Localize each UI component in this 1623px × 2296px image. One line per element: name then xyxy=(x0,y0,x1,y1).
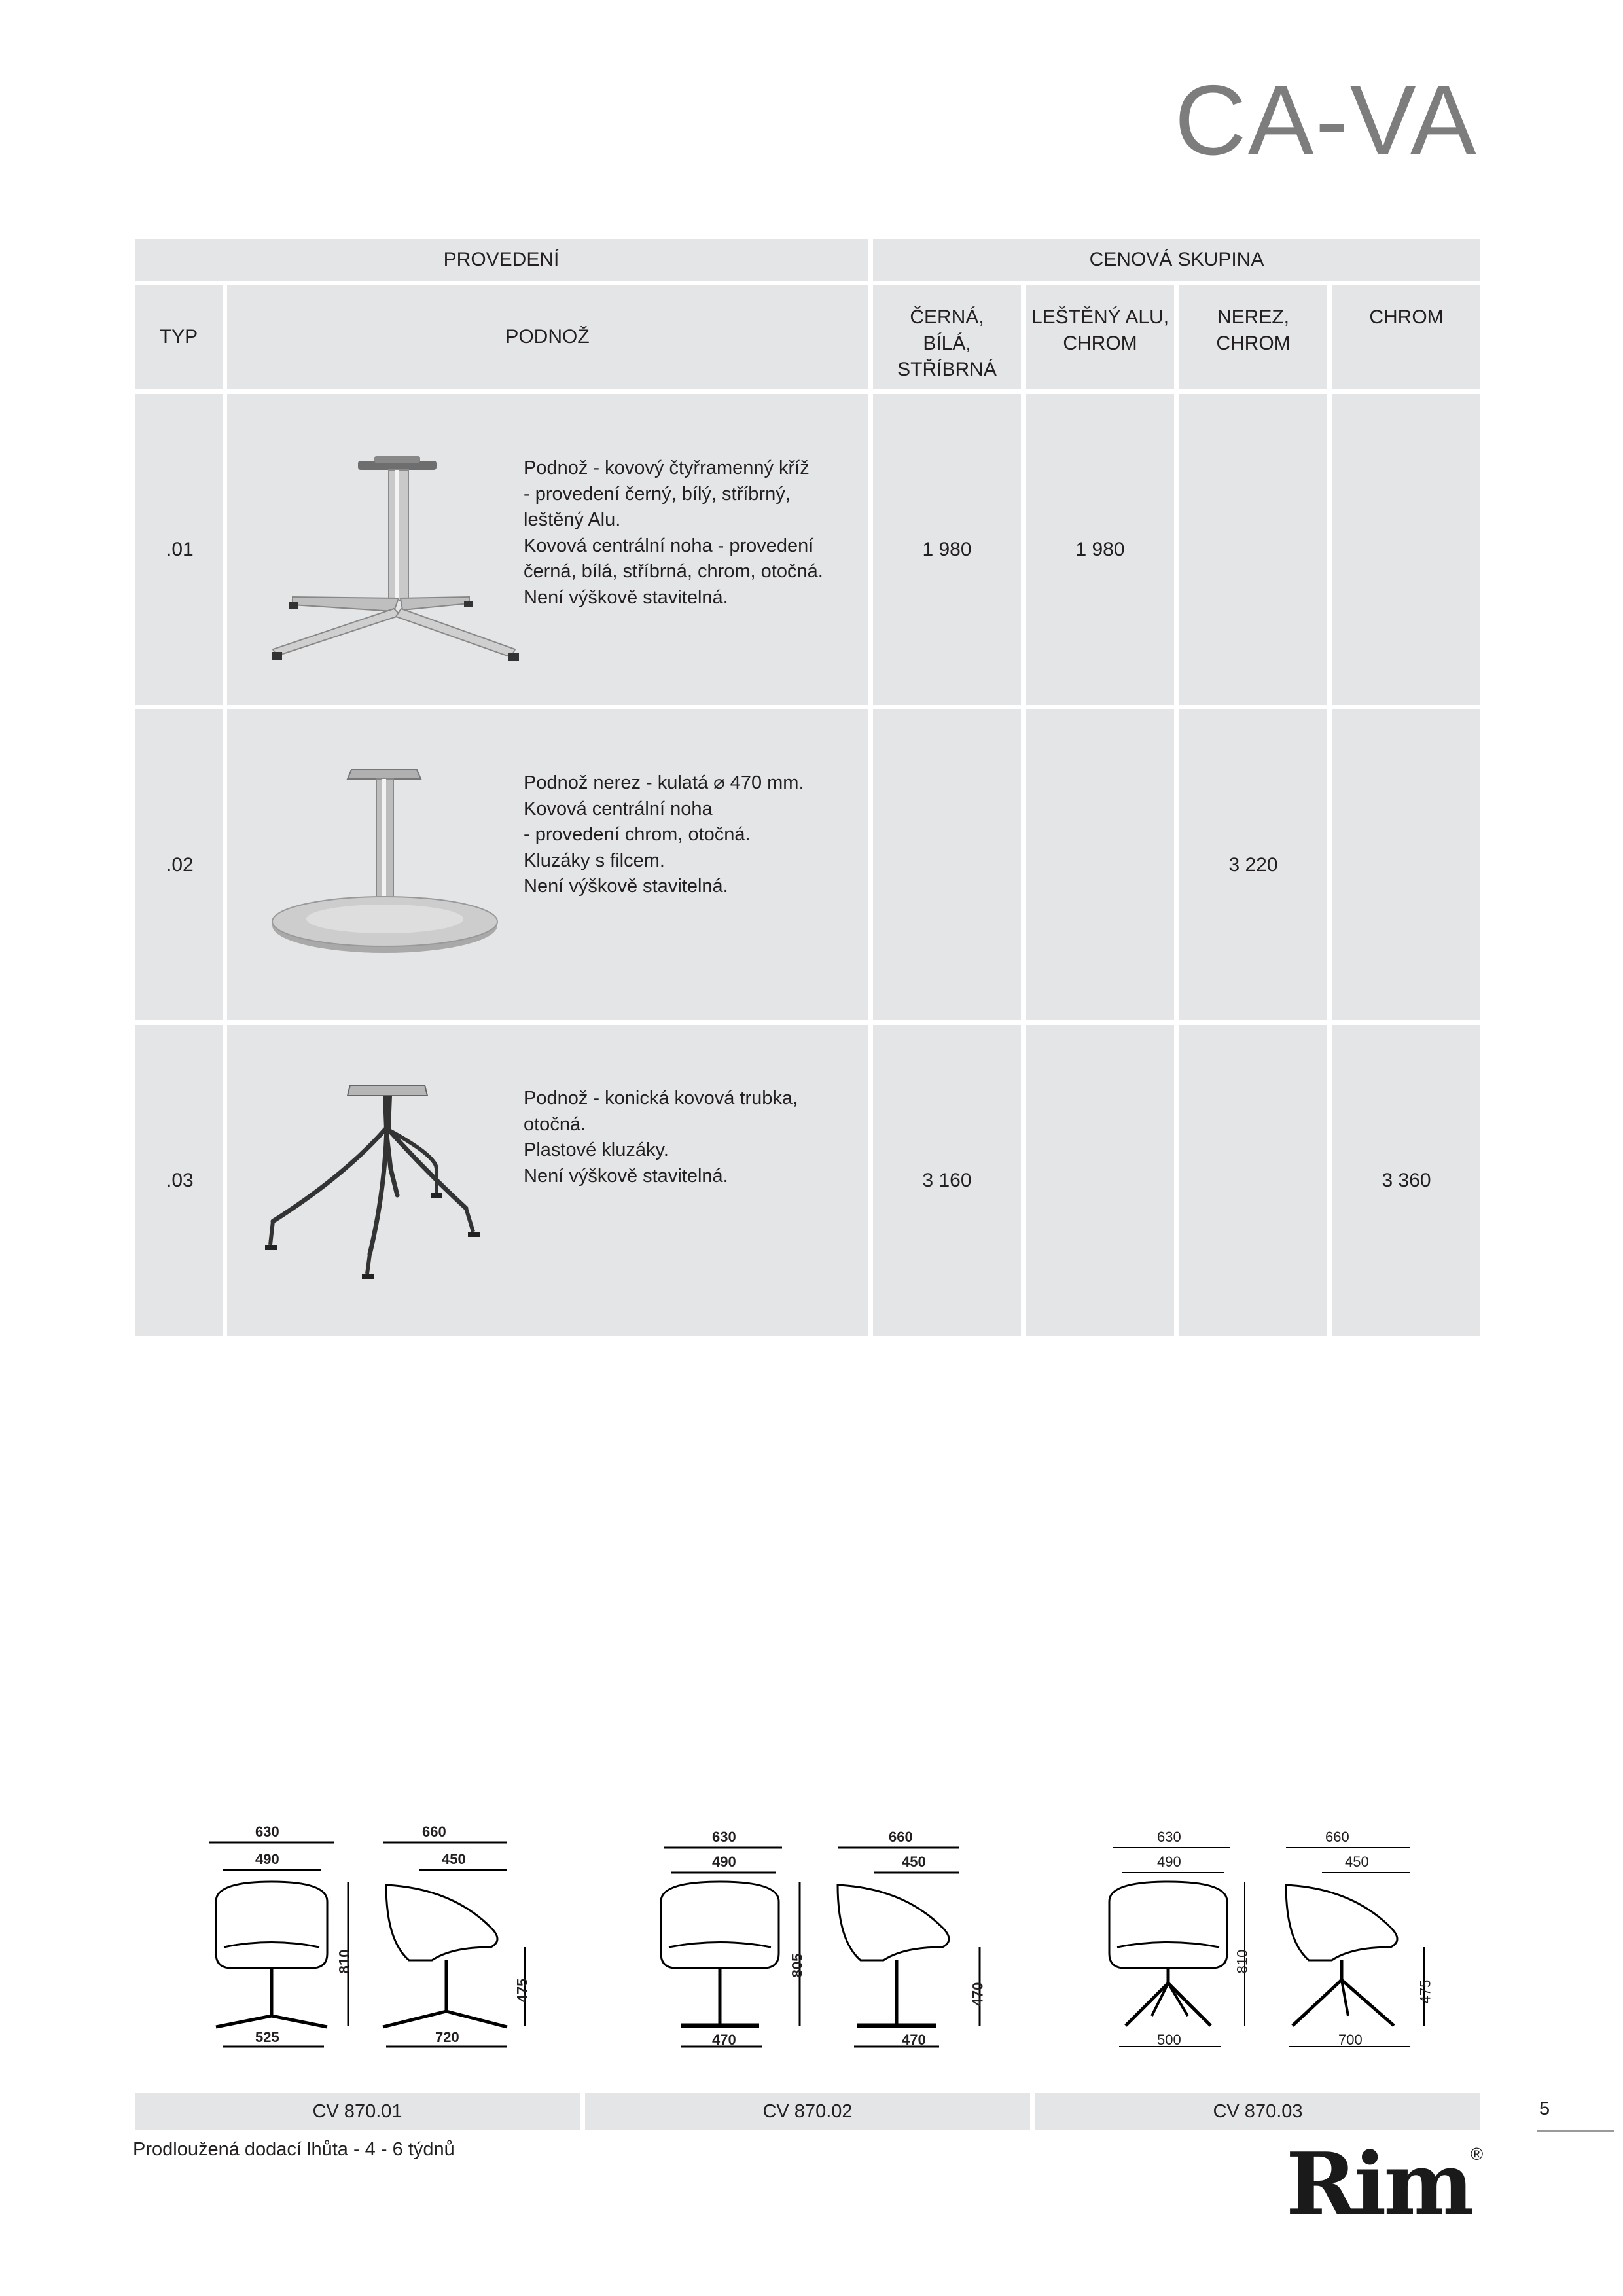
product-code: CV 870.02 xyxy=(585,2093,1030,2130)
row-podnoz-cell xyxy=(227,1025,868,1336)
dim-side-base-width: 700 xyxy=(1338,2032,1363,2048)
dim-side-top-width: 660 xyxy=(889,1829,913,1845)
round-disc-base-icon xyxy=(266,762,515,971)
page-title: CA-VA xyxy=(1174,65,1478,176)
dim-front-seat-width: 490 xyxy=(1157,1854,1181,1870)
price-lesteny: 1 980 xyxy=(1026,394,1174,705)
row-description: Podnož nerez - kulatá ⌀ 470 mm. Kovová centrální noha - provedení chrom, otočná. Kluzáky s filcem. Není výškově stavitelná. xyxy=(524,772,804,897)
dim-front-base-width: 470 xyxy=(712,2032,736,2048)
row-typ: .02 xyxy=(135,709,223,1020)
dim-front-base-width: 500 xyxy=(1157,2032,1181,2048)
dim-side-top-width: 660 xyxy=(422,1823,446,1840)
price-cerna: 1 980 xyxy=(873,394,1021,705)
dim-side-seat-height: 475 xyxy=(514,1978,531,2003)
dim-side-seat-width: 450 xyxy=(902,1854,926,1870)
page-number: 5 xyxy=(1539,2098,1550,2119)
dim-side-base-width: 470 xyxy=(902,2032,926,2048)
row-typ: .01 xyxy=(135,394,223,705)
conical-tube-base-icon xyxy=(253,1077,528,1287)
column-header-lesteny: LEŠTĚNÝ ALU, CHROM xyxy=(1026,285,1174,389)
chair-front-view xyxy=(196,1829,366,2065)
row-description: Podnož - kovový čtyřramenný kříž - provedení černý, bílý, stříbrný, leštěný Alu. Kovová centrální noha - provedení černá, bílá, stříbrná, chrom, otočná. Není výškově stavitelná. xyxy=(524,457,823,608)
price-nerez xyxy=(1179,394,1327,705)
row-typ: .03 xyxy=(135,1025,223,1336)
dim-front-top-width: 630 xyxy=(1157,1829,1181,1845)
header-provedeni: PROVEDENÍ xyxy=(135,239,868,281)
row-podnoz-cell xyxy=(227,709,868,1020)
chair-front-view xyxy=(1099,1829,1270,2065)
dim-front-seat-width: 490 xyxy=(712,1854,736,1870)
dim-front-top-width: 630 xyxy=(712,1829,736,1845)
price-lesteny xyxy=(1026,709,1174,1020)
dim-side-seat-width: 450 xyxy=(442,1851,466,1867)
brand-name: Rim xyxy=(1286,2134,1471,2234)
dim-front-base-width: 525 xyxy=(255,2029,279,2045)
price-lesteny xyxy=(1026,1025,1174,1336)
registered-mark: ® xyxy=(1471,2144,1484,2164)
dim-front-height: 810 xyxy=(1234,1949,1251,1974)
price-chrom: 3 360 xyxy=(1332,1025,1480,1336)
price-nerez xyxy=(1179,1025,1327,1336)
price-chrom xyxy=(1332,709,1480,1020)
product-code: CV 870.01 xyxy=(135,2093,580,2130)
column-header-podnoz: PODNOŽ xyxy=(227,285,868,389)
four-star-base-icon xyxy=(253,453,528,669)
column-header-nerez: NEREZ, CHROM xyxy=(1179,285,1327,389)
footer-note: Prodloužená dodací lhůta - 4 - 6 týdnů xyxy=(133,2139,455,2160)
dim-front-seat-width: 490 xyxy=(255,1851,279,1867)
row-podnoz-cell xyxy=(227,394,868,705)
dim-side-seat-height: 470 xyxy=(969,1982,986,2007)
dim-front-top-width: 630 xyxy=(255,1823,279,1840)
column-header-cerna: ČERNÁ, BÍLÁ, STŘÍBRNÁ xyxy=(873,285,1021,389)
row-description: Podnož - konická kovová trubka, otočná. Plastové kluzáky. Není výškově stavitelná. xyxy=(524,1088,798,1187)
price-nerez: 3 220 xyxy=(1179,709,1327,1020)
brand-logo xyxy=(1286,2134,1486,2235)
price-cerna xyxy=(873,709,1021,1020)
dim-side-top-width: 660 xyxy=(1325,1829,1349,1845)
dim-side-base-width: 720 xyxy=(435,2029,459,2045)
price-chrom xyxy=(1332,394,1480,705)
header-cenova-skupina: CENOVÁ SKUPINA xyxy=(873,239,1480,281)
column-header-typ: TYP xyxy=(135,285,223,389)
product-code: CV 870.03 xyxy=(1035,2093,1480,2130)
price-cerna: 3 160 xyxy=(873,1025,1021,1336)
dim-front-height: 810 xyxy=(336,1949,353,1974)
dim-side-seat-height: 475 xyxy=(1417,1979,1434,2004)
dim-side-seat-width: 450 xyxy=(1345,1854,1369,1870)
column-header-chrom: CHROM xyxy=(1332,285,1480,389)
dim-front-height: 805 xyxy=(789,1953,806,1978)
page-number-rule xyxy=(1537,2130,1614,2132)
